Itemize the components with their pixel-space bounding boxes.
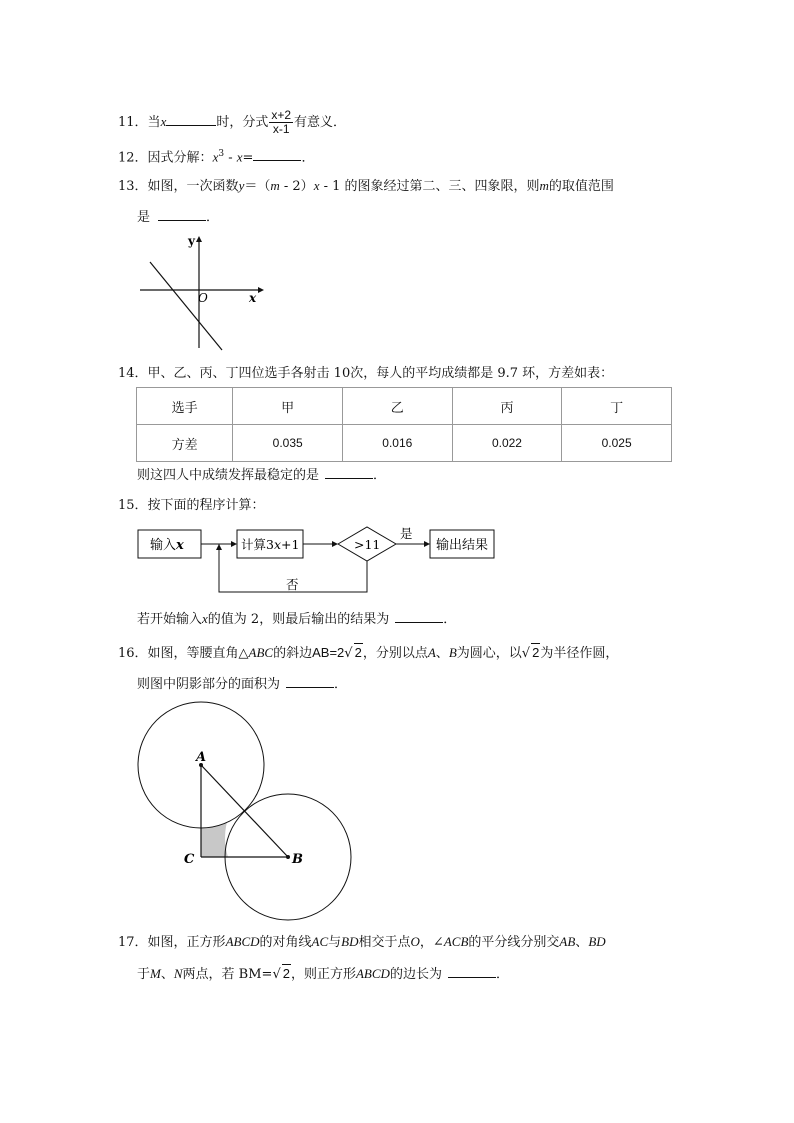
q17-number: 17． [118,935,148,950]
question-14 [118,365,613,383]
x-axis-arrow-icon [258,287,264,293]
q17-m: M [150,966,161,981]
q13-text-3: - 2） [279,179,314,194]
q14-end: ． [373,468,387,483]
answer-blank[interactable] [448,965,496,978]
q16-text-4: 、 [435,646,449,661]
sqrt-icon: √ [521,646,531,661]
q16-figure [136,700,356,920]
q12-minus: - [224,150,237,166]
table-header-cell: 选手 [137,388,233,425]
q16-text-5: 为圆心，以 [456,646,522,661]
q17-text-11: 的边长为 [389,967,442,982]
shaded-region [201,822,228,857]
q16-text-2: 的斜边 [273,646,313,661]
q16-b: B [448,645,457,660]
q14-number: 14． [118,366,148,381]
table-header-row [137,388,672,425]
q12-var: x [212,149,219,165]
fraction-numerator: x+2 [271,108,292,122]
q13-m2: m [539,178,549,193]
sqrt-icon: √ [344,646,353,661]
table-header-cell: 丙 [452,388,562,425]
question-12 [118,145,314,167]
answer-blank[interactable] [158,208,206,221]
q11-number: 11． [118,115,148,130]
q15-after-pre: 若开始输入 [137,612,203,627]
question-14-line-2 [137,466,386,485]
q13-text-1: 如图，一次函数 [147,179,239,194]
q16-line2-text: 则图中阴影部分的面积为 [137,677,281,692]
q13-end: ． [206,210,220,225]
q13-m: m [270,178,280,193]
q16-text-6: 为半径作圆， [540,646,619,661]
q13-text-4: - 1 的图象经过第二、三、四象限，则 [319,179,540,194]
label-a: A [196,750,207,765]
q17-text-6: 的平分线分别交 [468,935,560,950]
q12-number: 12． [118,150,148,166]
q16-ab: AB=2 [312,645,345,660]
q15-text: 按下面的程序计算： [147,498,265,513]
table-header-cell: 丁 [562,388,672,425]
q16-end: ． [334,677,348,692]
q17-text-5: ，∠ [419,935,444,950]
q13-x: x [313,178,320,193]
question-16-line-2 [137,675,347,694]
q17-acb: ACB [443,934,469,949]
q16-number: 16． [118,646,148,661]
question-15 [118,497,265,515]
q12-end: ． [301,150,315,166]
q12-exponent: 3 [218,149,225,159]
calc-box-label: 计算3x+1 [241,537,300,552]
q16-text-3: ，分别以点 [362,646,428,661]
q17-text-10: ，则正方形 [290,967,356,982]
q13-text-2: ＝（ [244,179,271,194]
x-label: x [249,291,257,305]
q11-text-3: 有意义． [294,115,347,130]
q17-n: N [173,966,183,981]
q15-number: 15． [118,498,148,513]
question-15-line-2 [137,610,456,629]
table-cell: 0.025 [562,425,672,462]
q13-text-5: 的取值范围 [548,179,614,194]
q14-text: 甲、乙、丙、丁四位选手各射击 10次，每人的平均成绩都是 9.7 环，方差如表： [147,366,614,381]
q12-var-2: x [236,149,243,165]
q17-abcd: ABCD [225,934,260,949]
q11-var: x [160,114,167,129]
label-c: C [184,852,195,867]
q17-text-3: 与 [328,935,342,950]
q17-text-7: 、 [575,935,589,950]
flowchart [136,522,498,596]
y-label: y [188,234,195,248]
input-box-label: 输入x [150,538,184,553]
q12-text-1: 因式分解： [147,150,213,166]
sqrt-value: 2 [282,966,290,981]
table-row [137,425,672,462]
arrow-head-icon [424,541,430,547]
q17-ac: AC [311,934,329,949]
q17-bd: BD [341,934,359,949]
answer-blank[interactable] [395,610,443,623]
q17-abcd2: ABCD [355,966,390,981]
q13-line2-text: 是 [137,210,151,225]
function-line [150,262,222,350]
y-axis-arrow-icon [196,236,202,242]
question-13-line-2 [137,208,219,227]
yes-label: 是 [400,526,413,541]
q17-bd2: BD [588,934,606,949]
sqrt-value: 2 [532,645,540,660]
variance-table [136,387,672,462]
fraction-denominator: x-1 [272,122,290,136]
q13-number: 13． [118,179,148,194]
table-cell: 0.035 [233,425,343,462]
q13-y: y [238,178,245,193]
arrow-head-icon [231,541,237,547]
q12-equals: = [242,150,254,166]
arrow-head-icon [216,544,222,550]
q15-end: ． [443,612,457,627]
answer-blank[interactable] [166,113,216,126]
q14-after-text: 则这四人中成绩发挥最稳定的是 [137,468,320,483]
q17-text-4: 相交于点 [358,935,411,950]
table-header-cell: 甲 [233,388,343,425]
no-label: 否 [286,577,299,592]
q17-text-2: 的对角线 [259,935,312,950]
point-b [286,855,290,859]
label-b: B [292,852,303,867]
answer-blank[interactable] [325,466,373,479]
q11-text-2: 时，分式 [216,115,269,130]
table-cell: 0.022 [452,425,562,462]
q11-text-1: 当 [147,115,161,130]
q17-line2-pre: 于 [137,967,151,982]
q17-text-8: 、 [160,967,174,982]
condition-label: >11 [354,537,381,552]
q13-graph [136,232,266,352]
answer-blank[interactable] [286,675,334,688]
q17-end: ． [495,967,509,982]
q15-var: x [202,611,208,626]
q17-ab: AB [559,934,576,949]
sqrt-value: 2 [354,645,362,660]
table-cell: 方差 [137,425,233,462]
table-header-cell: 乙 [342,388,452,425]
q16-text-1: 如图，等腰直角△ [147,646,249,661]
q15-after-mid: 的值为 2，则最后输出的结果为 [207,612,390,627]
q17-o: O [410,934,420,949]
question-17 [118,933,606,952]
q17-text-9: 两点，若 BM= [182,967,273,982]
sqrt-icon: √ [272,967,281,982]
question-17-line-2 [137,964,509,984]
q17-text-1: 如图，正方形 [147,935,226,950]
question-16 [118,643,618,663]
output-box-label: 输出结果 [436,538,489,553]
origin-label: O [198,291,208,305]
question-11 [118,109,346,136]
q16-a: A [427,645,436,660]
answer-blank[interactable] [253,148,301,161]
fraction [269,109,293,136]
table-cell: 0.016 [342,425,452,462]
q16-abc: ABC [248,645,274,660]
question-13 [118,177,614,196]
